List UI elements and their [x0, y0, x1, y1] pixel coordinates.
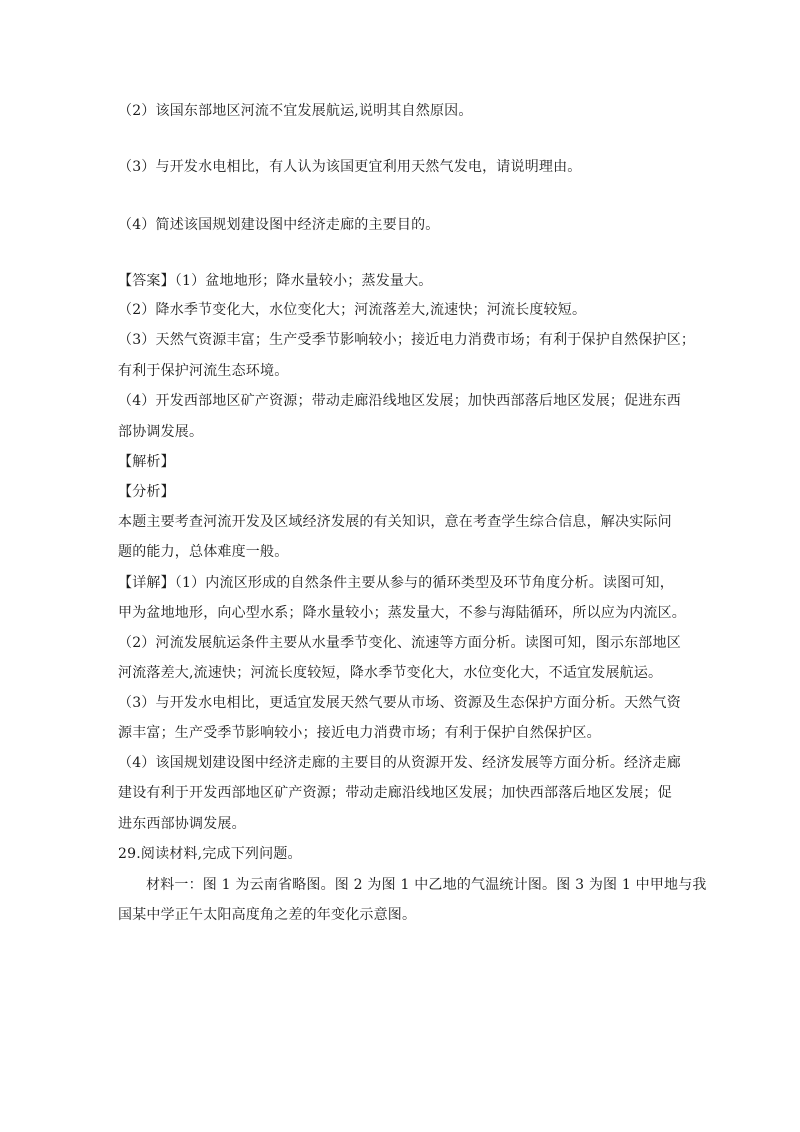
analysis-line-2: 题的能力，总体难度一般。 — [118, 544, 289, 560]
answer-line-5: （4）开发西部地区矿产资源；带动走廊沿线地区发展；加快西部落后地区发展；促进东西 — [118, 393, 681, 409]
analysis-line-1: 本题主要考查河流开发及区域经济发展的有关知识，意在考查学生综合信息，解决实际问 — [118, 514, 672, 530]
detail-line-5: （3）与开发水电相比，更适宜发展天然气要从市场、资源及生态保护方面分析。天然气资 — [118, 695, 681, 711]
answer-line-1: 【答案】（1）盆地地形；降水量较小；蒸发量大。 — [118, 273, 433, 289]
detail-line-7: （4）该国规划建设图中经济走廊的主要目的从资源开发、经济发展等方面分析。经济走廊 — [118, 755, 681, 771]
answer-line-4: 有利于保护河流生态环境。 — [118, 363, 289, 379]
detail-line-4: 河流落差大,流速快；河流长度较短，降水季节变化大，水位变化大，不适宜发展航运。 — [118, 665, 663, 681]
question-3: （3）与开发水电相比，有人认为该国更宜利用天然气发电，请说明理由。 — [118, 159, 582, 175]
detail-line-6: 源丰富；生产受季节影响较小；接近电力消费市场；有利于保护自然保护区。 — [118, 725, 601, 741]
question-29-title: 29.阅读材料,完成下列问题。 — [118, 846, 302, 862]
question-4: （4）简述该国规划建设图中经济走廊的主要目的。 — [118, 217, 440, 233]
answer-line-2: （2）降水季节变化大，水位变化大；河流落差大,流速快；河流长度较短。 — [118, 302, 587, 318]
fenxi-heading: 【分析】 — [118, 484, 175, 500]
question-2: （2）该国东部地区河流不宜发展航运,说明其自然原因。 — [118, 103, 473, 119]
detail-line-9: 进东西部协调发展。 — [118, 816, 246, 832]
analysis-heading: 【解析】 — [118, 454, 175, 470]
detail-line-3: （2）河流发展航运条件主要从水量季节变化、流速等方面分析。读图可知，图示东部地区 — [118, 635, 681, 651]
answer-line-3: （3）天然气资源丰富；生产受季节影响较小；接近电力消费市场；有利于保护自然保护区； — [118, 332, 696, 348]
detail-line-1: 【详解】（1）内流区形成的自然条件主要从参与的循环类型及环节角度分析。读图可知， — [118, 575, 674, 591]
detail-line-8: 建设有利于开发西部地区矿产资源；带动走廊沿线地区发展；加快西部落后地区发展；促 — [118, 785, 672, 801]
answer-line-6: 部协调发展。 — [118, 424, 204, 440]
material-1-line-1: 材料一：图 1 为云南省略图。图 2 为图 1 中乙地的气温统计图。图 3 为图 1 中甲地与我 — [146, 877, 707, 893]
detail-line-2: 甲为盆地地形，向心型水系；降水量较小；蒸发量大，不参与海陆循环，所以应为内流区。 — [118, 605, 686, 621]
material-1-line-2: 国某中学正午太阳高度角之差的年变化示意图。 — [118, 907, 417, 923]
